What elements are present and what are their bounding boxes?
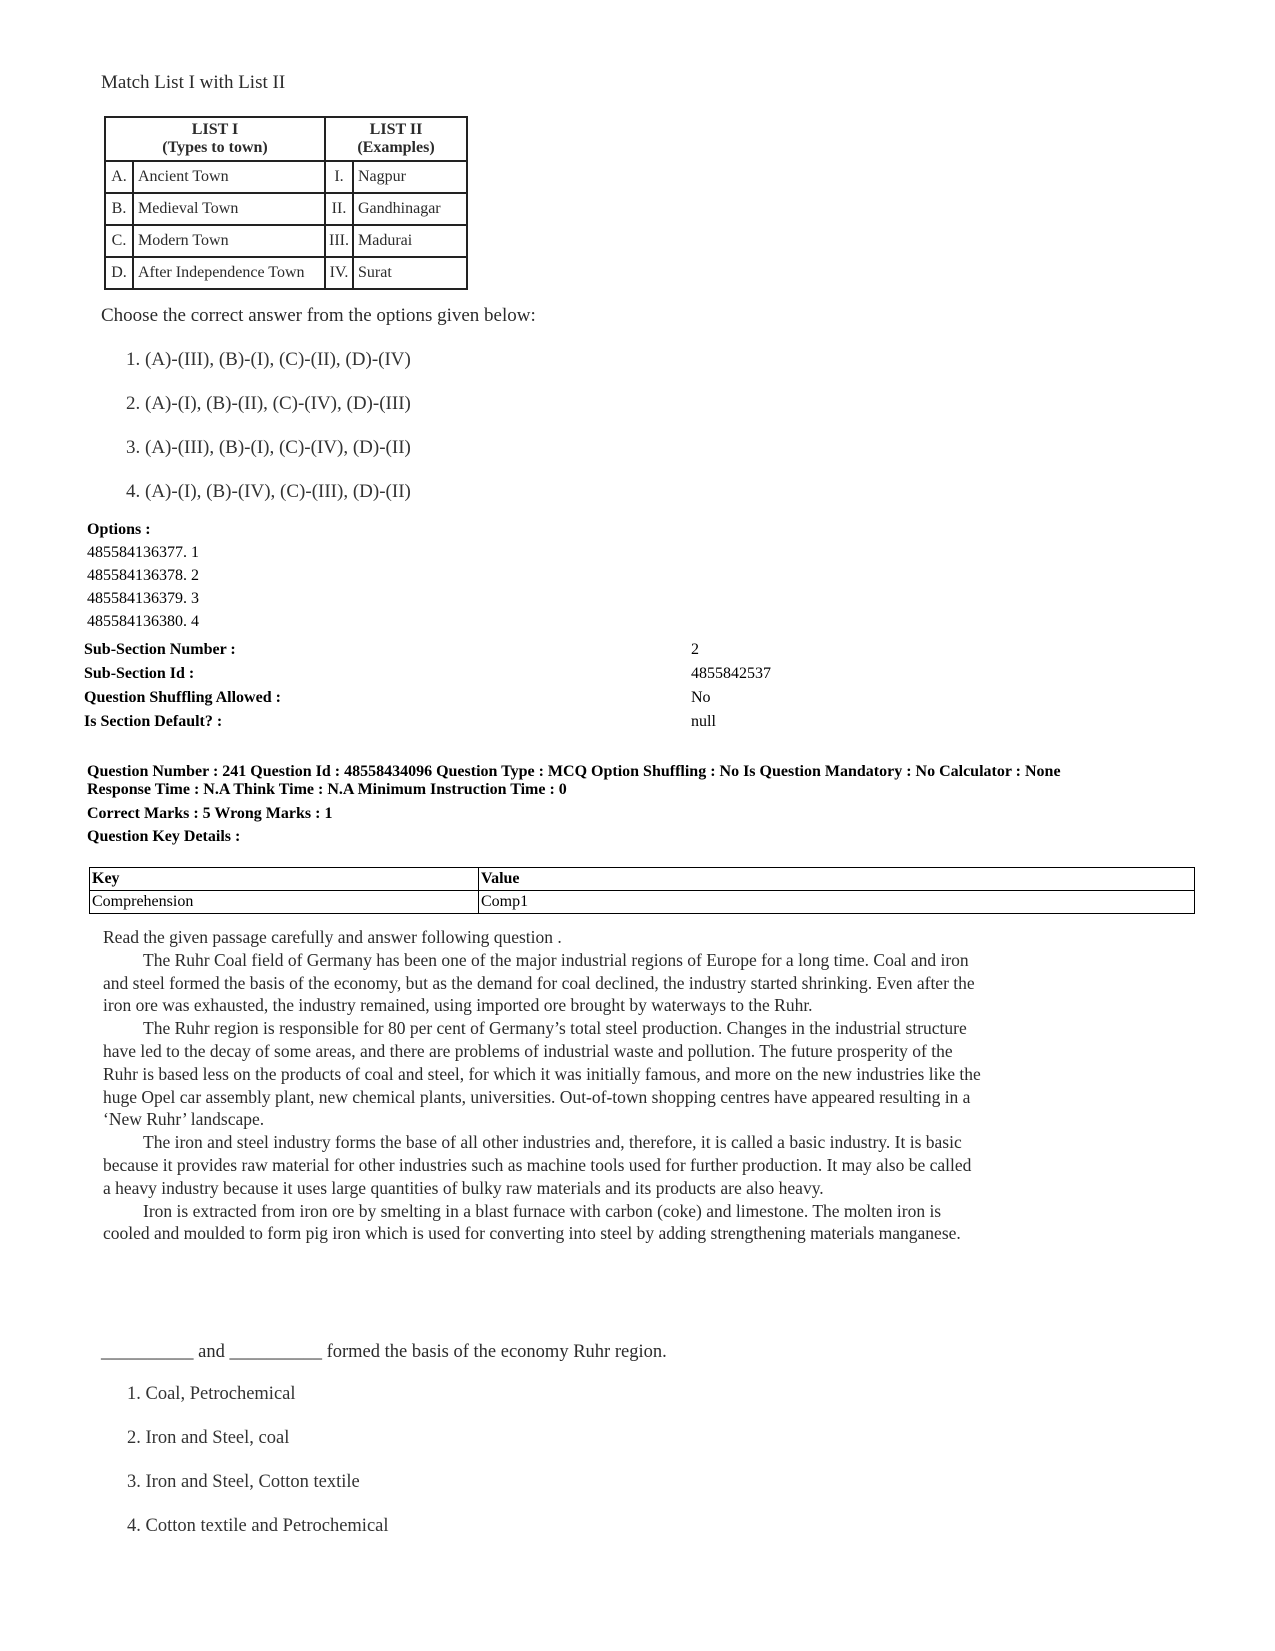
match-choice-1: 1. (A)-(III), (B)-(I), (C)-(II), (D)-(IV) xyxy=(126,349,411,370)
match-instruction: Choose the correct answer from the options given below: xyxy=(101,305,536,326)
table-row: A. Ancient Town I. Nagpur xyxy=(105,161,467,193)
section-default-label: Is Section Default? : xyxy=(84,713,223,730)
subsection-id-value: 4855842537 xyxy=(691,665,771,682)
table-row: Key Value xyxy=(90,868,1195,891)
fill-choice-2: 2. Iron and Steel, coal xyxy=(127,1428,290,1448)
match-table xyxy=(104,116,468,290)
comprehension-passage: Read the given passage carefully and answer following question . The Ruhr Coal field of Germany has been one of the major industrial regions of Europe for a long time. Coal and iron and steel formed the basis of the economy, but as the demand for coal declined, the industry started shrinking. Even after the iron ore was exhausted, the industry remained, using imported ore brought by waterways to the Ruhr. The Ruhr region is responsible for 80 per cent of Germany’s total steel production. Changes in the industrial structure have led to the decay of some areas, and there are problems of industrial waste and pollution. The future prosperity of the Ruhr is based less on the products of coal and steel, for which it was initially famous, and more on the new industries like the huge Opel car assembly plant, new chemical plants, universities. Out-of-town shopping centres have appeared resulting in a ‘New Ruhr’ landscape. The iron and steel industry forms the base of all other industries and, therefore, it is called a basic industry. It is basic because it provides raw material for other industries such as machine tools used for further production. It may also be called a heavy industry because it uses large quantities of bulky raw materials and its products are also heavy. Iron is extracted from iron ore by smelting in a blast furnace with carbon (coke) and limestone. The molten iron is cooled and moulded to form pig iron which is used for converting into steel by adding strengthening materials manganese. xyxy=(103,927,981,1244)
match-choice-4: 4. (A)-(I), (B)-(IV), (C)-(III), (D)-(II) xyxy=(126,481,411,502)
fill-question: __________ and __________ formed the basis of the economy Ruhr region. xyxy=(101,1342,667,1362)
subsection-number-value: 2 xyxy=(691,641,699,658)
match-choice-2: 2. (A)-(I), (B)-(II), (C)-(IV), (D)-(III) xyxy=(126,393,411,414)
section-default-value: null xyxy=(691,713,716,730)
table-row: B. Medieval Town II. Gandhinagar xyxy=(105,193,467,225)
fill-choice-1: 1. Coal, Petrochemical xyxy=(127,1384,296,1404)
subsection-number-label: Sub-Section Number : xyxy=(84,641,236,658)
list1-header: LIST I (Types to town) xyxy=(105,117,325,161)
question-shuffling-label: Question Shuffling Allowed : xyxy=(84,689,281,706)
table-row: C. Modern Town III. Madurai xyxy=(105,225,467,257)
options-label: Options : xyxy=(87,521,151,538)
key-details-label: Question Key Details : xyxy=(87,828,241,845)
key-details-table xyxy=(89,867,1195,914)
question-marks: Correct Marks : 5 Wrong Marks : 1 xyxy=(87,805,333,822)
question-shuffling-value: No xyxy=(691,689,711,706)
list2-header: LIST II (Examples) xyxy=(325,117,467,161)
option-item: 485584136380. 4 xyxy=(87,613,199,630)
table-row: Comprehension Comp1 xyxy=(90,891,1195,914)
match-choice-3: 3. (A)-(III), (B)-(I), (C)-(IV), (D)-(II) xyxy=(126,437,411,458)
fill-choice-3: 3. Iron and Steel, Cotton textile xyxy=(127,1472,360,1492)
match-heading: Match List I with List II xyxy=(101,72,286,93)
table-row: D. After Independence Town IV. Surat xyxy=(105,257,467,289)
fill-choice-4: 4. Cotton textile and Petrochemical xyxy=(127,1516,389,1536)
option-item: 485584136377. 1 xyxy=(87,544,199,561)
option-item: 485584136378. 2 xyxy=(87,567,199,584)
subsection-id-label: Sub-Section Id : xyxy=(84,665,195,682)
question-meta: Question Number : 241 Question Id : 48558434096 Question Type : MCQ Option Shuffling : No Is Question Mandatory : No Calculator : None Response Time : N.A Think Time : N.A Minimum Instruction Time : 0 xyxy=(87,763,1061,798)
option-item: 485584136379. 3 xyxy=(87,590,199,607)
